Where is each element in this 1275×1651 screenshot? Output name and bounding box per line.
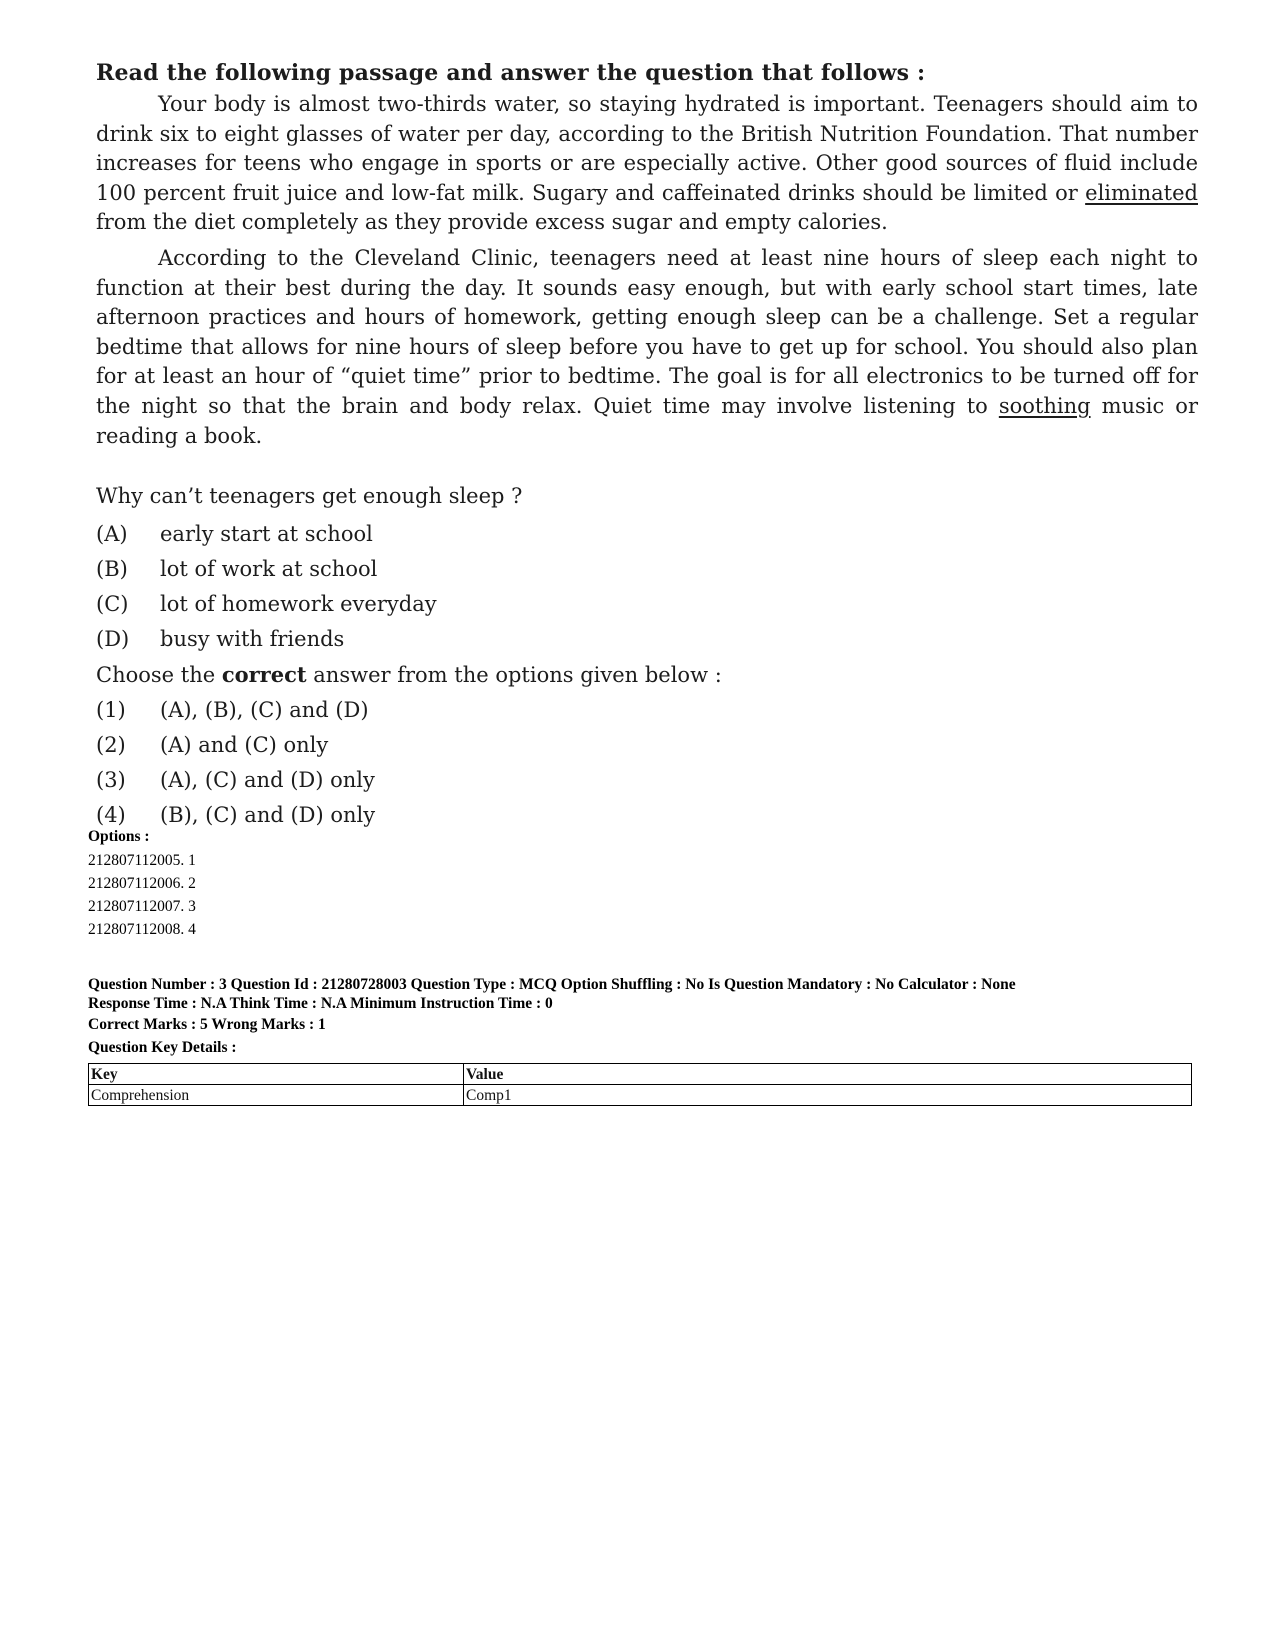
passage-paragraph-1: Your body is almost two-thirds water, so staying hydrated is important. Teenagers should aim to drink six to eight glasses of water per day, according to the British Nutrition Foundation. That number increases for teens who engage in sports or are especially active. Other good sources of fluid include 100 percent fruit juice and low-fat milk. Sugary and caffeinated drinks should be limited or eliminated from the diet completely as they provide excess sugar and empty calories.: [96, 92, 1198, 235]
table-header-cell: Value: [464, 1064, 1192, 1085]
table-header-cell: Key: [89, 1064, 464, 1085]
option-id: 212807112006. 2: [88, 875, 196, 892]
question-metadata: Question Number : 3 Question Id : 21280728003 Question Type : MCQ Option Shuffling : No Is Question Mandatory : No Calculator : None Response Time : N.A Think Time : N.A Minimum Instruction Time : 0: [88, 976, 1016, 1012]
option-id: 212807112008. 4: [88, 921, 196, 938]
table-cell: Comp1: [464, 1085, 1192, 1106]
answer-option: (4) (B), (C) and (D) only: [96, 803, 376, 828]
key-details-table: [88, 1063, 1192, 1106]
option-id: 212807112007. 3: [88, 898, 196, 915]
statement-item: (D) busy with friends: [96, 627, 345, 652]
marks-line: Correct Marks : 5 Wrong Marks : 1: [88, 1016, 326, 1033]
table-header-row: [89, 1064, 1192, 1085]
answer-option: (2) (A) and (C) only: [96, 733, 329, 758]
answer-option: (3) (A), (C) and (D) only: [96, 768, 375, 793]
table-cell: Comprehension: [89, 1085, 464, 1106]
question-scan: [96, 60, 1198, 833]
underlined-word-eliminated: eliminated: [1085, 180, 1198, 205]
choose-instruction: Choose the correct answer from the options given below :: [96, 662, 722, 688]
option-id: 212807112005. 1: [88, 852, 196, 869]
underlined-word-soothing: soothing: [998, 393, 1091, 418]
options-heading: Options :: [88, 828, 150, 845]
question-text: Why can’t teenagers get enough sleep ?: [96, 484, 523, 509]
answer-option: (1) (A), (B), (C) and (D): [96, 698, 369, 723]
statement-item: (C) lot of homework everyday: [96, 592, 437, 617]
statement-item: (A) early start at school: [96, 522, 373, 547]
statement-item: (B) lot of work at school: [96, 557, 378, 582]
passage-paragraph-2: According to the Cleveland Clinic, teenagers need at least nine hours of sleep each night to function at their best during the day. It sounds easy enough, but with early school start times, late afternoon practices and hours of homework, getting enough sleep can be a challenge. Set a regular bedtime that allows for nine hours of sleep before you have to get up for school. You should also plan for at least an hour of “quiet time” prior to bedtime. The goal is for all electronics to be turned off for the night so that the brain and body relax. Quiet time may involve listening to soothing music or reading a book.: [96, 245, 1198, 448]
key-details-heading: Question Key Details :: [88, 1039, 237, 1056]
table-row: [89, 1085, 1192, 1106]
passage-instruction: Read the following passage and answer the question that follows :: [96, 60, 926, 86]
